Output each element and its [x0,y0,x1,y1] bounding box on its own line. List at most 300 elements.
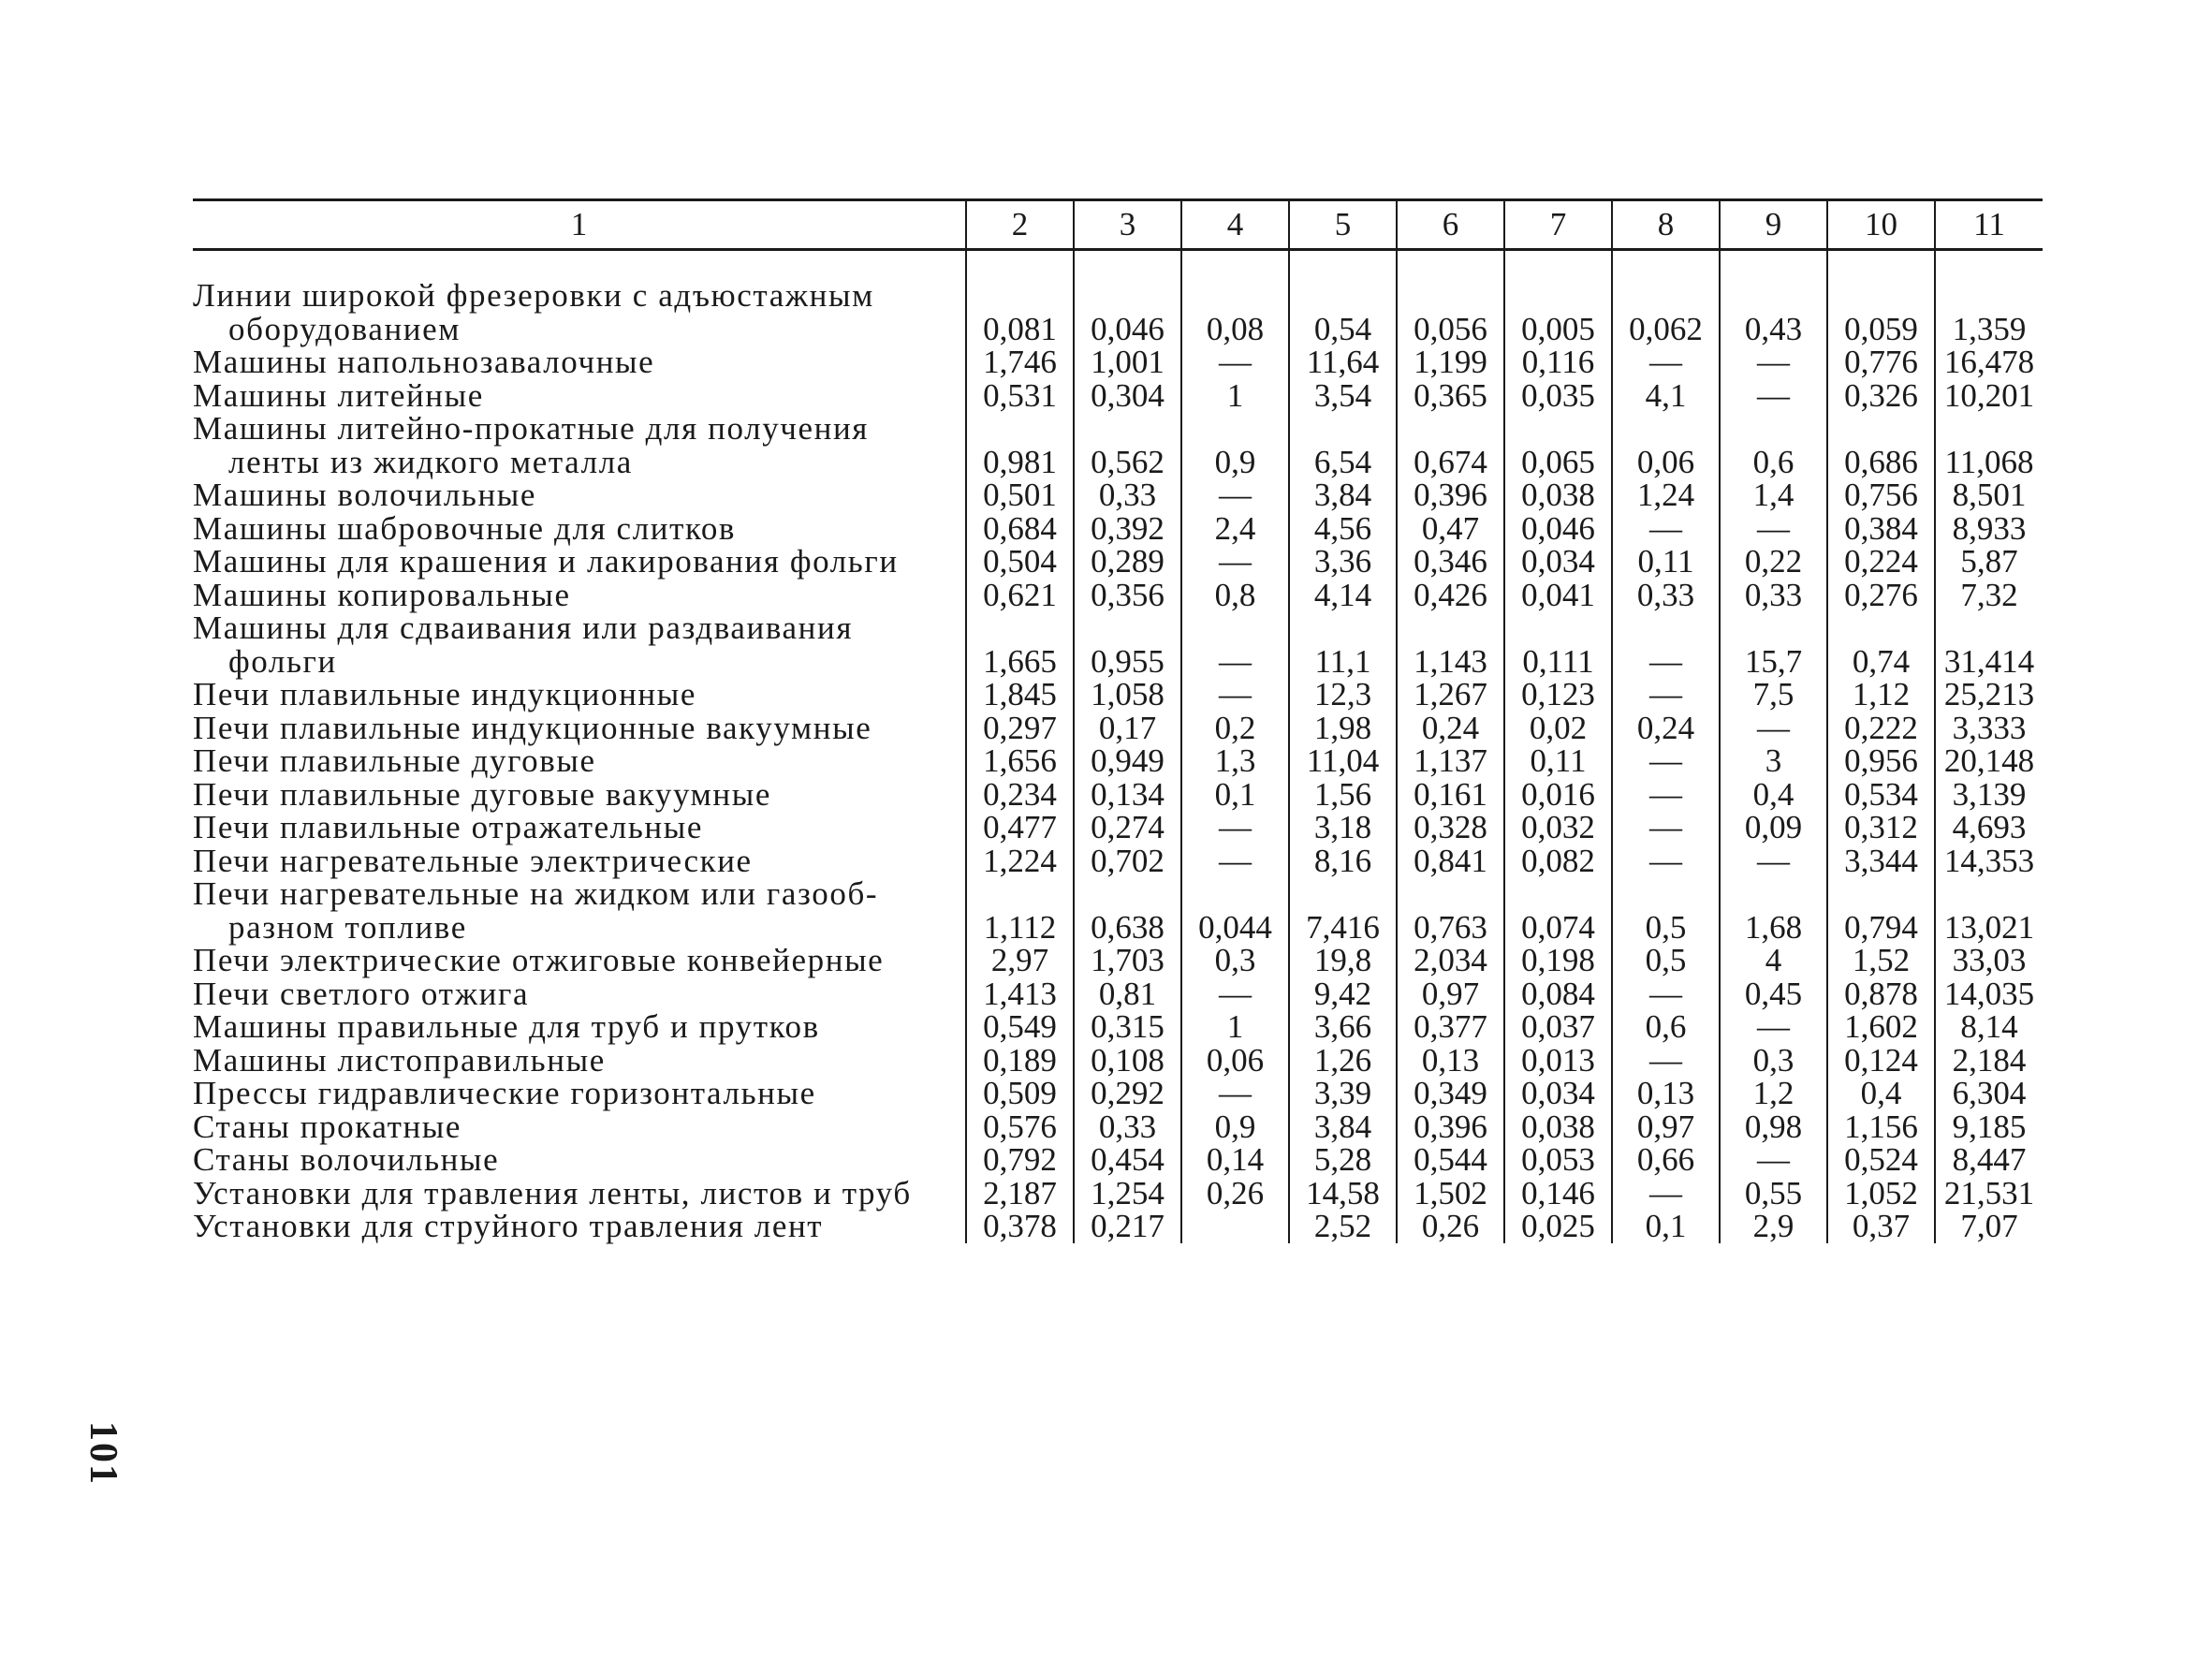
value-cell-col-8: — [1612,512,1720,546]
value-cell-col-9: 0,4 [1720,778,1827,812]
value-cell-col-9: 0,22 [1720,545,1827,579]
value-cell-col-10: 0,059 [1827,279,1935,345]
value-cell-col-2: 0,501 [966,478,1074,512]
value-cell-col-6: 1,502 [1397,1177,1504,1211]
value-cell-col-6: 0,13 [1397,1044,1504,1078]
value-cell-col-4: — [1181,977,1289,1011]
value-cell-col-7: 0,198 [1504,944,1612,977]
equipment-name-continuation: ленты из жидкого металла [228,443,633,480]
value-cell-col-4: — [1181,1077,1289,1110]
value-cell-col-5: 5,28 [1289,1143,1397,1177]
value-cell-col-4: — [1181,844,1289,878]
equipment-name: Машины волочильные [193,477,537,513]
value-cell-col-11: 3,139 [1935,778,2043,812]
header-row [193,200,2043,250]
value-cell-col-9: 0,6 [1720,412,1827,478]
value-cell-col-2: 0,684 [966,512,1074,546]
value-cell-col-5: 3,66 [1289,1010,1397,1044]
value-cell-col-10: 0,384 [1827,512,1935,546]
value-cell-col-8: 0,6 [1612,1010,1720,1044]
value-cell-col-10: 1,12 [1827,678,1935,712]
value-cell-col-9: 0,45 [1720,977,1827,1011]
value-cell-col-5: 11,64 [1289,345,1397,379]
table-row [193,1210,2043,1243]
value-cell-col-8: 4,1 [1612,379,1720,413]
equipment-name-cell [193,811,966,844]
value-cell-col-6: 1,137 [1397,744,1504,778]
table-body [193,250,2043,1243]
value-cell-col-9: 0,33 [1720,579,1827,612]
value-cell-col-8: 0,24 [1612,712,1720,745]
value-cell-col-7: 0,013 [1504,1044,1612,1078]
value-cell-col-8: — [1612,778,1720,812]
value-cell-col-10: 1,52 [1827,944,1935,977]
value-cell-col-11: 7,07 [1935,1210,2043,1243]
equipment-name: Печи плавильные отражательные [193,809,704,845]
value-cell-col-5: 14,58 [1289,1177,1397,1211]
value-cell-col-2: 0,234 [966,778,1074,812]
table-row [193,944,2043,977]
value-cell-col-7: 0,005 [1504,279,1612,345]
value-cell-col-2: 1,413 [966,977,1074,1011]
value-cell-col-7: 0,035 [1504,379,1612,413]
column-header-5: 5 [1289,200,1397,250]
value-cell-col-5: 6,54 [1289,412,1397,478]
value-cell-col-6: 0,056 [1397,279,1504,345]
table-row [193,379,2043,413]
value-cell-col-11: 8,933 [1935,512,2043,546]
value-cell-col-6: 0,24 [1397,712,1504,745]
value-cell-col-4 [1181,1210,1289,1243]
equipment-name-cell [193,977,966,1011]
table-row [193,811,2043,844]
value-cell-col-11: 31,414 [1935,611,2043,678]
value-cell-col-8: 1,24 [1612,478,1720,512]
equipment-name: Машины литейные [193,376,484,414]
value-cell-col-3: 0,392 [1074,512,1181,546]
value-cell-col-7: 0,02 [1504,712,1612,745]
value-cell-col-10: 0,686 [1827,412,1935,478]
value-cell-col-5: 3,36 [1289,545,1397,579]
value-cell-col-10: 0,4 [1827,1077,1935,1110]
value-cell-col-10: 0,956 [1827,744,1935,778]
value-cell-col-3: 0,046 [1074,279,1181,345]
value-cell-col-2: 1,665 [966,611,1074,678]
equipment-name-cell [193,944,966,977]
value-cell-col-5: 2,52 [1289,1210,1397,1243]
equipment-name-cell [193,545,966,579]
value-cell-col-7: 0,111 [1504,611,1612,678]
value-cell-col-6: 0,396 [1397,478,1504,512]
table-row [193,611,2043,678]
value-cell-col-7: 0,032 [1504,811,1612,844]
value-cell-col-10: 0,756 [1827,478,1935,512]
equipment-name-cell [193,1041,966,1079]
value-cell-col-4: — [1181,545,1289,579]
equipment-name: Станы прокатные [193,1108,462,1145]
value-cell-col-8: — [1612,1044,1720,1078]
value-cell-col-4: 0,3 [1181,944,1289,977]
equipment-name: Машины напольнозавалочные [193,344,655,380]
value-cell-col-4: 2,4 [1181,512,1289,546]
column-header-7: 7 [1504,200,1612,250]
value-cell-col-10: 0,74 [1827,611,1935,678]
value-cell-col-3: 0,454 [1074,1143,1181,1177]
value-cell-col-2: 0,981 [966,412,1074,478]
equipment-name-cell [193,1143,966,1177]
value-cell-col-4: 0,044 [1181,877,1289,944]
value-cell-col-7: 0,041 [1504,579,1612,612]
value-cell-col-8: — [1612,678,1720,712]
value-cell-col-11: 8,14 [1935,1010,2043,1044]
value-cell-col-3: 0,955 [1074,611,1181,678]
table-row [193,545,2043,579]
equipment-name: Установки для травления ленты, листов и труб [193,1174,912,1211]
equipment-name-cell [193,1110,966,1144]
value-cell-col-2: 1,656 [966,744,1074,778]
value-cell-col-5: 1,26 [1289,1044,1397,1078]
value-cell-col-10: 1,602 [1827,1010,1935,1044]
value-cell-col-6: 0,349 [1397,1077,1504,1110]
spacer-row [193,250,2043,280]
value-cell-col-2: 0,378 [966,1210,1074,1243]
value-cell-col-2: 2,97 [966,944,1074,977]
value-cell-col-4: 0,08 [1181,279,1289,345]
column-header-3: 3 [1074,200,1181,250]
value-cell-col-5: 1,98 [1289,712,1397,745]
table-row [193,345,2043,379]
equipment-name: Установки для струйного травления лент [193,1208,824,1244]
value-cell-col-11: 20,148 [1935,744,2043,778]
value-cell-col-11: 33,03 [1935,944,2043,977]
value-cell-col-5: 11,04 [1289,744,1397,778]
value-cell-col-9: 0,43 [1720,279,1827,345]
equipment-name-cell [193,1210,966,1243]
value-cell-col-9: — [1720,512,1827,546]
equipment-name-cell [193,709,966,746]
value-cell-col-7: 0,11 [1504,744,1612,778]
value-cell-col-3: 0,17 [1074,712,1181,745]
value-cell-col-4: 0,8 [1181,579,1289,612]
value-cell-col-9: 7,5 [1720,678,1827,712]
value-cell-col-7: 0,074 [1504,877,1612,944]
value-cell-col-9: 0,55 [1720,1177,1827,1211]
equipment-name-cell [193,877,966,944]
value-cell-col-8: 0,5 [1612,877,1720,944]
value-cell-col-8: 0,13 [1612,1077,1720,1110]
value-cell-col-6: 1,199 [1397,345,1504,379]
value-cell-col-9: — [1720,712,1827,745]
value-cell-col-3: 0,949 [1074,744,1181,778]
equipment-name: Машины правильные для труб и прутков [193,1008,820,1045]
value-cell-col-8: 0,5 [1612,944,1720,977]
value-cell-col-10: 0,534 [1827,778,1935,812]
column-header-1: 1 [193,200,966,250]
value-cell-col-6: 0,377 [1397,1010,1504,1044]
value-cell-col-9: — [1720,844,1827,878]
value-cell-col-3: 0,702 [1074,844,1181,878]
value-cell-col-3: 0,292 [1074,1077,1181,1110]
value-cell-col-11: 8,501 [1935,478,2043,512]
equipment-name: Машины литейно-прокатные для получения [193,410,869,447]
equipment-name: Машины для сдваивания или раздваивания [193,609,854,646]
value-cell-col-7: 0,038 [1504,1110,1612,1144]
value-cell-col-7: 0,116 [1504,345,1612,379]
column-header-10: 10 [1827,200,1935,250]
value-cell-col-9: 1,2 [1720,1077,1827,1110]
value-cell-col-7: 0,046 [1504,512,1612,546]
value-cell-col-9: 0,3 [1720,1044,1827,1078]
value-cell-col-10: 1,052 [1827,1177,1935,1211]
equipment-name-cell [193,678,966,712]
equipment-name: Печи плавильные дуговые [193,742,596,779]
value-cell-col-5: 19,8 [1289,944,1397,977]
value-cell-col-10: 0,878 [1827,977,1935,1011]
value-cell-col-7: 0,123 [1504,678,1612,712]
value-cell-col-10: 0,776 [1827,345,1935,379]
value-cell-col-6: 0,841 [1397,844,1504,878]
value-cell-col-11: 5,87 [1935,545,2043,579]
value-cell-col-2: 0,477 [966,811,1074,844]
value-cell-col-6: 0,763 [1397,877,1504,944]
equipment-name: Печи электрические отжиговые конвейерные [193,942,885,978]
value-cell-col-7: 0,084 [1504,977,1612,1011]
value-cell-col-7: 0,034 [1504,1077,1612,1110]
value-cell-col-8: 0,33 [1612,579,1720,612]
equipment-name-cell [193,478,966,512]
equipment-name: Печи светлого отжига [193,975,530,1012]
value-cell-col-11: 7,32 [1935,579,2043,612]
equipment-name: Печи нагревательные на жидком или газооб- [193,875,879,912]
value-cell-col-2: 2,187 [966,1177,1074,1211]
value-cell-col-9: 1,68 [1720,877,1827,944]
value-cell-col-4: 1,3 [1181,744,1289,778]
value-cell-col-4: — [1181,611,1289,678]
table-row [193,1077,2043,1110]
value-cell-col-4: 0,1 [1181,778,1289,812]
equipment-name-continuation: фольги [228,642,337,680]
value-cell-col-5: 3,39 [1289,1077,1397,1110]
table-row [193,712,2043,745]
value-cell-col-3: 0,315 [1074,1010,1181,1044]
equipment-name: Машины листоправильные [193,1041,606,1079]
value-cell-col-8: — [1612,744,1720,778]
value-cell-col-6: 0,47 [1397,512,1504,546]
table-row [193,877,2043,944]
equipment-name: Печи плавильные индукционные [193,676,697,712]
value-cell-col-8: 0,11 [1612,545,1720,579]
page-number: 101 [81,1421,125,1486]
equipment-name: Линии широкой фрезеровки с адъюстажным [193,277,874,314]
value-cell-col-11: 14,353 [1935,844,2043,878]
value-cell-col-10: 0,326 [1827,379,1935,413]
column-header-11: 11 [1935,200,2043,250]
value-cell-col-7: 0,146 [1504,1177,1612,1211]
value-cell-col-3: 0,356 [1074,579,1181,612]
value-cell-col-9: 0,09 [1720,811,1827,844]
value-cell-col-5: 3,84 [1289,1110,1397,1144]
value-cell-col-8: — [1612,345,1720,379]
value-cell-col-6: 0,674 [1397,412,1504,478]
value-cell-col-3: 1,254 [1074,1177,1181,1211]
value-cell-col-8: 0,06 [1612,412,1720,478]
value-cell-col-3: 1,058 [1074,678,1181,712]
table-row [193,1110,2043,1144]
value-cell-col-2: 0,509 [966,1077,1074,1110]
value-cell-col-6: 0,365 [1397,379,1504,413]
table-row [193,678,2043,712]
table-row [193,279,2043,345]
value-cell-col-5: 8,16 [1289,844,1397,878]
equipment-name-continuation: разном топливе [228,908,467,946]
column-header-2: 2 [966,200,1074,250]
value-cell-col-11: 21,531 [1935,1177,2043,1211]
table-row [193,579,2043,612]
column-header-4: 4 [1181,200,1289,250]
equipment-name: Печи нагревательные электрические [193,842,753,879]
value-cell-col-4: 0,14 [1181,1143,1289,1177]
value-cell-col-11: 8,447 [1935,1143,2043,1177]
equipment-name-cell [193,279,966,345]
value-cell-col-9: — [1720,379,1827,413]
equipment-name-cell [193,775,966,813]
value-cell-col-9: 15,7 [1720,611,1827,678]
value-cell-col-8: 0,66 [1612,1143,1720,1177]
value-cell-col-4: 1 [1181,379,1289,413]
value-cell-col-2: 0,549 [966,1010,1074,1044]
equipment-name: Печи плавильные дуговые вакуумные [193,775,771,813]
value-cell-col-7: 0,034 [1504,545,1612,579]
value-cell-col-6: 0,426 [1397,579,1504,612]
value-cell-col-5: 7,416 [1289,877,1397,944]
value-cell-col-2: 0,504 [966,545,1074,579]
equipment-name-cell [193,412,966,478]
value-cell-col-3: 1,001 [1074,345,1181,379]
value-cell-col-2: 0,792 [966,1143,1074,1177]
value-cell-col-2: 0,189 [966,1044,1074,1078]
equipment-name-cell [193,1174,966,1211]
value-cell-col-11: 4,693 [1935,811,2043,844]
value-cell-col-9: 0,98 [1720,1110,1827,1144]
value-cell-col-8: 0,97 [1612,1110,1720,1144]
value-cell-col-3: 0,304 [1074,379,1181,413]
value-cell-col-6: 0,26 [1397,1210,1504,1243]
value-cell-col-7: 0,065 [1504,412,1612,478]
value-cell-col-10: 0,794 [1827,877,1935,944]
value-cell-col-6: 0,161 [1397,778,1504,812]
value-cell-col-8: 0,062 [1612,279,1720,345]
value-cell-col-11: 10,201 [1935,379,2043,413]
value-cell-col-3: 0,289 [1074,545,1181,579]
value-cell-col-2: 0,081 [966,279,1074,345]
value-cell-col-10: 0,222 [1827,712,1935,745]
value-cell-col-5: 12,3 [1289,678,1397,712]
equipment-name: Машины шабровочные для слитков [193,509,737,547]
value-cell-col-6: 1,267 [1397,678,1504,712]
value-cell-col-5: 11,1 [1289,611,1397,678]
value-cell-col-3: 0,274 [1074,811,1181,844]
equipment-data-table [193,198,2043,1243]
value-cell-col-9: — [1720,1010,1827,1044]
value-cell-col-6: 0,396 [1397,1110,1504,1144]
value-cell-col-2: 0,531 [966,379,1074,413]
value-cell-col-7: 0,016 [1504,778,1612,812]
value-cell-col-8: — [1612,1177,1720,1211]
value-cell-col-11: 16,478 [1935,345,2043,379]
value-cell-col-11: 3,333 [1935,712,2043,745]
value-cell-col-10: 0,124 [1827,1044,1935,1078]
value-cell-col-10: 0,37 [1827,1210,1935,1243]
value-cell-col-4: — [1181,345,1289,379]
value-cell-col-5: 1,56 [1289,778,1397,812]
value-cell-col-11: 11,068 [1935,412,2043,478]
equipment-name-cell [193,576,966,613]
value-cell-col-3: 0,81 [1074,977,1181,1011]
value-cell-col-11: 1,359 [1935,279,2043,345]
value-cell-col-11: 13,021 [1935,877,2043,944]
value-cell-col-5: 3,54 [1289,379,1397,413]
table-header [193,200,2043,250]
equipment-name-cell [193,744,966,778]
value-cell-col-11: 25,213 [1935,678,2043,712]
value-cell-col-4: — [1181,811,1289,844]
value-cell-col-2: 0,297 [966,712,1074,745]
value-cell-col-10: 1,156 [1827,1110,1935,1144]
value-cell-col-5: 9,42 [1289,977,1397,1011]
value-cell-col-4: 0,9 [1181,1110,1289,1144]
value-cell-col-5: 4,56 [1289,512,1397,546]
value-cell-col-2: 1,845 [966,678,1074,712]
equipment-name: Машины для крашения и лакирования фольги [193,543,899,580]
value-cell-col-3: 1,703 [1074,944,1181,977]
table-row [193,744,2043,778]
value-cell-col-11: 14,035 [1935,977,2043,1011]
table-row [193,977,2043,1011]
value-cell-col-10: 0,312 [1827,811,1935,844]
table-row [193,778,2043,812]
value-cell-col-7: 0,082 [1504,844,1612,878]
equipment-name: Машины копировальные [193,576,571,613]
value-cell-col-9: 2,9 [1720,1210,1827,1243]
table-row [193,478,2043,512]
value-cell-col-8: 0,1 [1612,1210,1720,1243]
value-cell-col-10: 0,224 [1827,545,1935,579]
value-cell-col-9: 3 [1720,744,1827,778]
table-row [193,1010,2043,1044]
value-cell-col-6: 0,328 [1397,811,1504,844]
value-cell-col-11: 2,184 [1935,1044,2043,1078]
value-cell-col-6: 1,143 [1397,611,1504,678]
equipment-name-cell [193,345,966,379]
equipment-name-cell [193,844,966,878]
column-header-8: 8 [1612,200,1720,250]
value-cell-col-7: 0,038 [1504,478,1612,512]
equipment-name-cell [193,376,966,414]
value-cell-col-9: — [1720,345,1827,379]
value-cell-col-6: 0,346 [1397,545,1504,579]
value-cell-col-6: 0,97 [1397,977,1504,1011]
value-cell-col-5: 0,54 [1289,279,1397,345]
equipment-name-cell [193,1077,966,1110]
table-row [193,512,2043,546]
value-cell-col-9: — [1720,1143,1827,1177]
value-cell-col-6: 2,034 [1397,944,1504,977]
table-row [193,1143,2043,1177]
column-header-6: 6 [1397,200,1504,250]
value-cell-col-4: 0,26 [1181,1177,1289,1211]
value-cell-col-3: 0,33 [1074,478,1181,512]
equipment-name-cell [193,1010,966,1044]
